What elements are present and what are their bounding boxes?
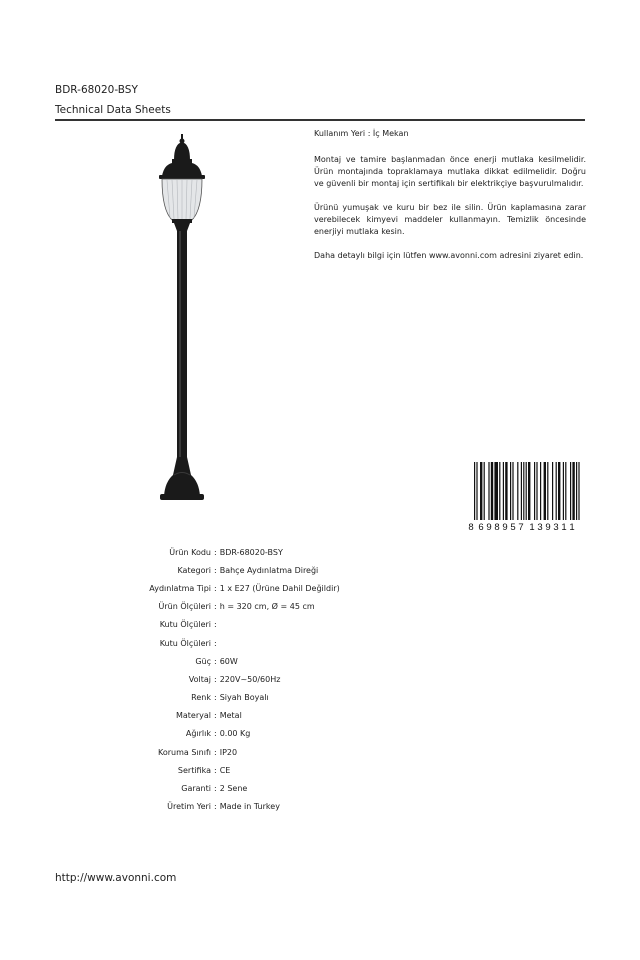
- barcode-bar: [565, 462, 566, 520]
- barcode-bar: [528, 462, 530, 520]
- barcode-bar: [558, 462, 560, 520]
- spec-label: Koruma Sınıfı: [158, 747, 211, 757]
- spec-row: [100, 670, 420, 688]
- spec-row: [100, 779, 420, 797]
- spec-value: CE: [219, 765, 231, 775]
- barcode-bar: [536, 462, 537, 520]
- usage-notes: [314, 128, 586, 274]
- spec-separator: :: [214, 638, 217, 648]
- spec-value: Metal: [219, 711, 242, 721]
- spec-row: [100, 616, 420, 634]
- spec-value: BDR-68020-BSY: [219, 547, 283, 557]
- barcode-bar: [556, 462, 557, 520]
- spec-separator: :: [214, 565, 217, 575]
- barcode-bar: [488, 462, 489, 520]
- spec-value: 0.00 Kg: [219, 729, 251, 739]
- spec-label: Aydınlatma Tipi: [149, 583, 211, 593]
- barcode-bar: [505, 462, 507, 520]
- barcode-bar: [491, 462, 493, 520]
- spec-row: [100, 743, 420, 761]
- spec-label: Renk: [191, 693, 211, 703]
- spec-row: [100, 689, 420, 707]
- spec-row: [100, 579, 420, 597]
- barcode-bar: [494, 462, 498, 520]
- spec-separator: :: [214, 747, 217, 757]
- spec-label: Üretim Yeri: [167, 802, 211, 812]
- barcode-digit: 1: [569, 522, 575, 532]
- spec-row: [100, 652, 420, 670]
- lamp-post-image: [150, 132, 214, 508]
- barcode-bar: [480, 462, 482, 520]
- spec-label: Ürün Kodu: [169, 547, 211, 557]
- barcode-bar: [503, 462, 504, 520]
- spec-row: [100, 725, 420, 743]
- barcode-bar: [547, 462, 548, 520]
- spec-row: [100, 561, 420, 579]
- spec-separator: :: [214, 729, 217, 739]
- spec-separator: :: [214, 583, 217, 593]
- spec-label: Materyal: [175, 711, 211, 721]
- spec-row: [100, 543, 420, 561]
- spec-value: IP20: [219, 747, 238, 757]
- barcode-digit: 9: [502, 522, 508, 532]
- spec-value: 60W: [219, 656, 238, 666]
- spec-separator: :: [214, 602, 217, 612]
- spec-value: Siyah Boyalı: [219, 693, 269, 703]
- barcode-bar: [544, 462, 546, 520]
- barcode-digit: 1: [529, 522, 535, 532]
- barcode-bar: [534, 462, 535, 520]
- document-product-code: BDR-68020-BSY: [55, 84, 138, 96]
- barcode-digit: 1: [561, 522, 567, 532]
- barcode-digit: 7: [518, 522, 524, 532]
- barcode-bar: [510, 462, 511, 520]
- spec-label: Kutu Ölçüleri: [159, 638, 211, 648]
- spec-row: [100, 761, 420, 779]
- spec-table: [100, 543, 420, 816]
- spec-value: 2 Sene: [219, 784, 248, 794]
- barcode-digit: 8: [468, 522, 474, 532]
- barcode-bar: [540, 462, 541, 520]
- barcode-bar: [576, 462, 577, 520]
- spec-value: Bahçe Aydınlatma Direği: [219, 565, 319, 575]
- barcode-digit: 3: [537, 522, 543, 532]
- barcode-bar: [517, 462, 518, 520]
- barcode-digit: 9: [486, 522, 492, 532]
- spec-separator: :: [214, 784, 217, 794]
- barcode-bar: [572, 462, 574, 520]
- spec-separator: :: [214, 711, 217, 721]
- spec-value: 1 x E27 (Ürüne Dahil Değildir): [219, 583, 340, 593]
- barcode-digit: 3: [553, 522, 559, 532]
- spec-row: [100, 707, 420, 725]
- usage-location: Kullanım Yeri : İç Mekan: [314, 129, 409, 138]
- cleaning-note: Ürünü yumuşak ve kuru bir bez ile silin. Ürün kaplamasına zarar verebilecek kimyevi maddeler kullanmayın. Temizlik öncesinde enerjiyi mutlaka kesin.: [314, 203, 586, 236]
- spec-value: h = 320 cm, Ø = 45 cm: [219, 602, 315, 612]
- barcode: [468, 462, 586, 532]
- spec-label: Kutu Ölçüleri: [159, 620, 211, 630]
- spec-label: Ağırlık: [185, 729, 211, 739]
- barcode-bar: [570, 462, 571, 520]
- barcode-bar: [499, 462, 500, 520]
- spec-value: 220V~50/60Hz: [219, 674, 281, 684]
- barcode-bar: [476, 462, 477, 520]
- barcode-digit: 5: [510, 522, 516, 532]
- spec-separator: :: [214, 693, 217, 703]
- spec-row: [100, 634, 420, 652]
- spec-label: Garanti: [181, 784, 211, 794]
- spec-row: [100, 598, 420, 616]
- barcode-bar: [484, 462, 485, 520]
- spec-value: Made in Turkey: [219, 802, 280, 812]
- barcode-bar: [512, 462, 513, 520]
- spec-row: [100, 798, 420, 816]
- safety-note: Montaj ve tamire başlanmadan önce enerji mutlaka kesilmelidir. Ürün montajında topraklamaya mutlaka dikkat edilmelidir. Doğru ve güvenli bir montaj için sertifikalı bir elektrikçiye başvurulmalıdır.: [314, 155, 586, 188]
- footer-website-link[interactable]: http://www.avonni.com: [55, 872, 177, 884]
- barcode-bar: [578, 462, 579, 520]
- barcode-bar: [552, 462, 553, 520]
- spec-label: Sertifika: [177, 765, 211, 775]
- barcode-bar: [526, 462, 527, 520]
- spec-label: Kategori: [177, 565, 211, 575]
- barcode-bar: [474, 462, 475, 520]
- spec-label: Voltaj: [188, 674, 211, 684]
- spec-separator: :: [214, 620, 217, 630]
- barcode-digit: 8: [494, 522, 500, 532]
- barcode-bar: [521, 462, 522, 520]
- spec-label: Ürün Ölçüleri: [158, 602, 211, 612]
- spec-separator: :: [214, 765, 217, 775]
- spec-separator: :: [214, 674, 217, 684]
- barcode-bar: [523, 462, 524, 520]
- header-divider: [55, 119, 585, 121]
- barcode-digit: 9: [545, 522, 551, 532]
- spec-separator: :: [214, 547, 217, 557]
- barcode-digit: 6: [478, 522, 484, 532]
- spec-separator: :: [214, 802, 217, 812]
- document-subtitle: Technical Data Sheets: [55, 104, 171, 116]
- spec-label: Güç: [195, 656, 211, 666]
- barcode-bar: [563, 462, 564, 520]
- more-info-note: Daha detaylı bilgi için lütfen www.avonni.com adresini ziyaret edin.: [314, 251, 584, 260]
- spec-separator: :: [214, 656, 217, 666]
